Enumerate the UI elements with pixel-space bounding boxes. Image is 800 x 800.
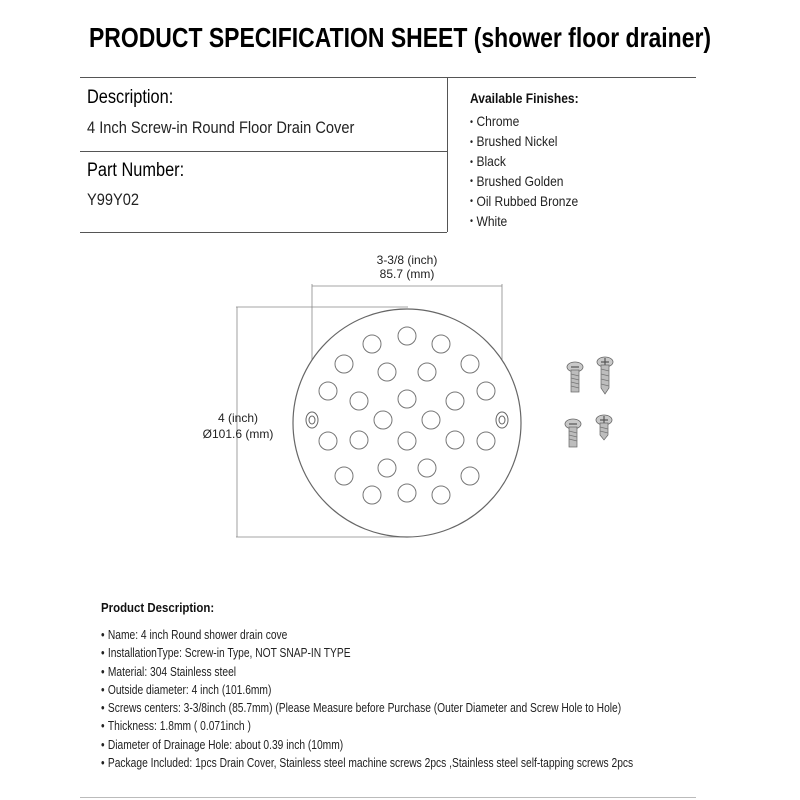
product-description-item: • Outside diameter: 4 inch (101.6mm) <box>101 681 633 699</box>
self-tapping-screw <box>597 357 613 394</box>
product-description-item: • Material: 304 Stainless steel <box>101 663 633 681</box>
top-dimension-mm: 85.7 (mm) <box>379 267 435 281</box>
finish-item: • Oil Rubbed Bronze <box>470 192 578 212</box>
left-dimension-mm: Ø101.6 (mm) <box>202 427 274 441</box>
product-description-item: • Thickness: 1.8mm ( 0.071inch ) <box>101 717 633 735</box>
product-description-item: • Package Included: 1pcs Drain Cover, Stainless steel machine screws 2pcs ,Stainless steel self-tapping screws 2pcs <box>101 754 633 772</box>
description-label: Description: <box>87 87 174 108</box>
left-dimension-inch: 4 (inch) <box>217 411 259 425</box>
part-number-value: Y99Y02 <box>87 190 140 209</box>
machine-screw <box>567 362 583 392</box>
screws-illustration <box>565 357 613 447</box>
part-number-label: Part Number: <box>87 160 185 181</box>
self-tapping-screw <box>596 415 612 440</box>
machine-screw <box>565 419 581 447</box>
finish-item: • Brushed Golden <box>470 172 578 192</box>
product-description-item: • Name: 4 inch Round shower drain cove <box>101 626 633 644</box>
product-description-item: • Screws centers: 3-3/8inch (85.7mm) (Please Measure before Purchase (Outer Diameter and Screw Hole to Hole) <box>101 699 633 717</box>
finishes-title: Available Finishes: <box>470 90 579 106</box>
product-description-item: • Diameter of Drainage Hole: about 0.39 inch (10mm) <box>101 736 633 754</box>
description-value: 4 Inch Screw-in Round Floor Drain Cover <box>87 118 355 137</box>
product-description-title: Product Description: <box>101 600 215 615</box>
finish-item: • White <box>470 212 578 232</box>
top-dimension-inch: 3-3/8 (inch) <box>376 253 438 267</box>
finish-item: • Chrome <box>470 112 578 132</box>
finish-item: • Brushed Nickel <box>470 132 578 152</box>
page-title: PRODUCT SPECIFICATION SHEET (shower floor drainer) <box>88 22 712 53</box>
product-description-item: • InstallationType: Screw-in Type, NOT SNAP-IN TYPE <box>101 644 633 662</box>
bottom-border <box>80 797 696 798</box>
finish-item: • Black <box>470 152 578 172</box>
product-description-list <box>101 626 750 772</box>
